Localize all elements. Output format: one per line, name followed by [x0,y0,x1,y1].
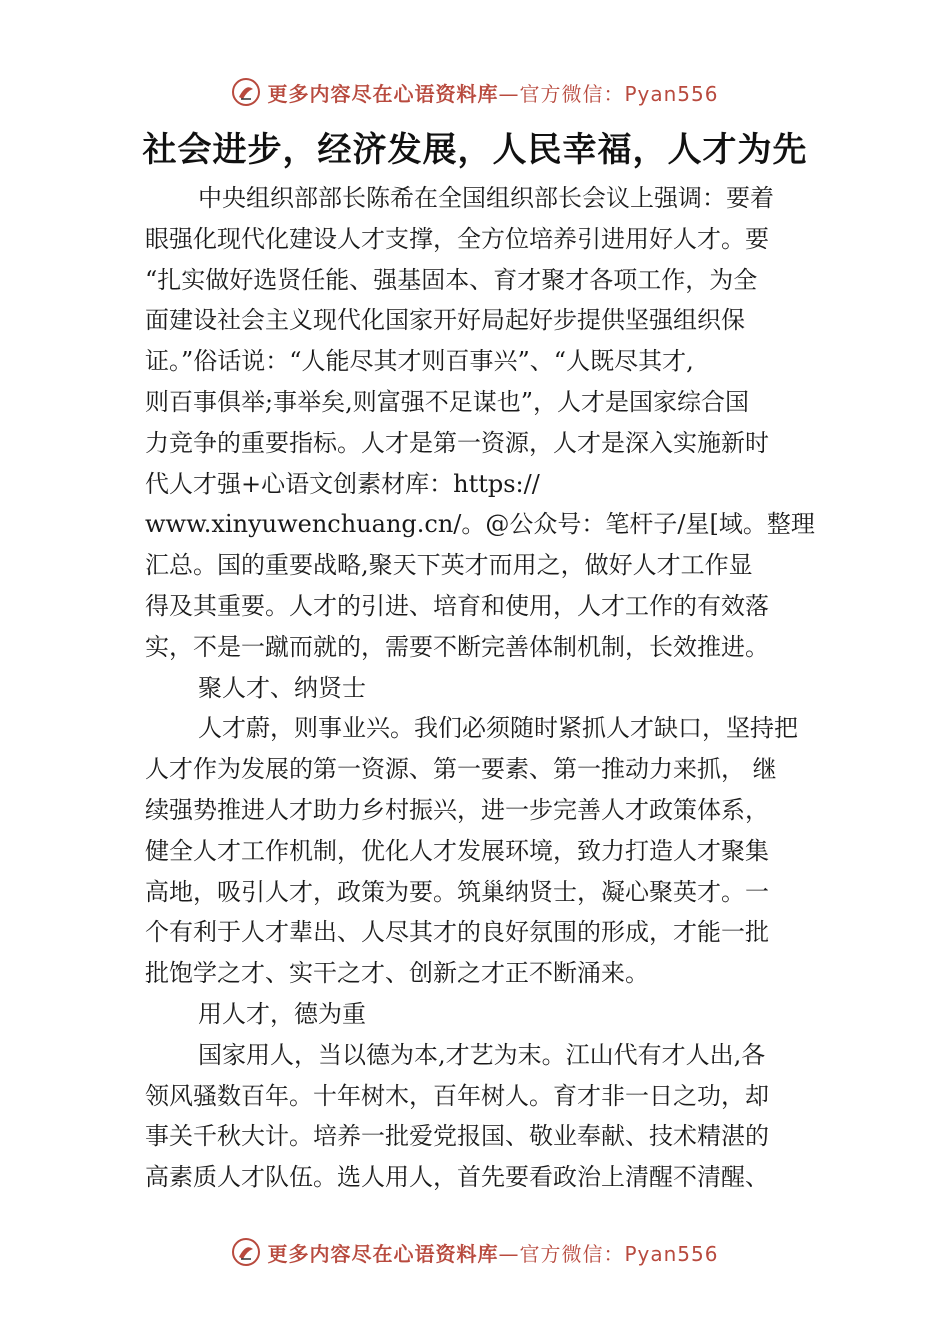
banner-wechat-text: —官方微信：Pyan556 [498,81,719,106]
text-line: 事关千秋大计。培养一批爱党报国、敬业奉献、技术精湛的 [145,1122,769,1151]
text-line: 人才蔚，则事业兴。我们必须随时紧抓人才缺口，坚持把 [198,714,798,743]
header-watermark-banner [0,72,950,112]
text-line: 高地，吸引人才，政策为要。筑巢纳贤士，凝心聚英才。一 [145,877,769,906]
text-line: 则百事俱举;事举矣,则富强不足谋也”，人才是国家综合国 [145,387,749,416]
banner-main-text: 更多内容尽在心语资料库 [267,1241,499,1266]
text-line: 续强势推进人才助力乡村振兴，进一步完善人才政策体系， [145,795,769,824]
text-line: 领风骚数百年。十年树木，百年树人。育才非一日之功，却 [145,1081,769,1110]
text-line: 代人才强+心语文创素材库：https:// [145,469,540,498]
text-line: 面建设社会主义现代化国家开好局起好步提供坚强组织保 [145,306,745,335]
logo-icon [231,1237,261,1267]
text-line: “扎实做好选贤任能、强基固本、育才聚才各项工作，为全 [145,265,758,294]
text-line: 批饱学之才、实干之才、创新之才正不断涌来。 [145,959,649,988]
text-line: 高素质人才队伍。选人用人，首先要看政治上清醒不清醒、 [145,1163,769,1192]
logo-icon [231,77,261,107]
text-line: 力竞争的重要指标。人才是第一资源，人才是深入实施新时 [145,428,769,457]
text-line: 实，不是一蹴而就的，需要不断完善体制机制，长效推进。 [145,632,769,661]
text-line: 证。”俗话说：“人能尽其才则百事兴”、“人既尽其才, [145,347,694,376]
text-line: 健全人才工作机制，优化人才发展环境，致力打造人才聚集 [145,836,769,865]
text-line: www.xinyuwenchuang.cn/。@公众号：笔杆子/星[域。整理 [145,510,815,539]
text-line: 用人才，德为重 [198,999,366,1028]
text-line: 国家用人，当以德为本,才艺为末。江山代有才人出,各 [198,1040,766,1069]
footer-watermark-banner [0,1232,950,1272]
document-title: 社会进步，经济发展，人民幸福，人才为先 [142,130,808,170]
banner-main-text: 更多内容尽在心语资料库 [267,81,499,106]
banner-wechat-text: —官方微信：Pyan556 [498,1241,719,1266]
text-line: 个有利于人才辈出、人尽其才的良好氛围的形成，才能一批 [145,918,769,947]
text-line: 得及其重要。人才的引进、培育和使用，人才工作的有效落 [145,591,769,620]
text-line: 汇总。国的重要战略,聚天下英才而用之，做好人才工作显 [145,551,753,580]
text-line: 中央组织部部长陈希在全国组织部长会议上强调：要着 [198,184,774,212]
text-line: 眼强化现代化建设人才支撑，全方位培养引进用好人才。要 [145,224,769,253]
text-line: 聚人才、纳贤士 [198,673,366,702]
text-line: 人才作为发展的第一资源、第一要素、第一推动力来抓， 继 [145,755,777,784]
document-body [145,178,835,1198]
